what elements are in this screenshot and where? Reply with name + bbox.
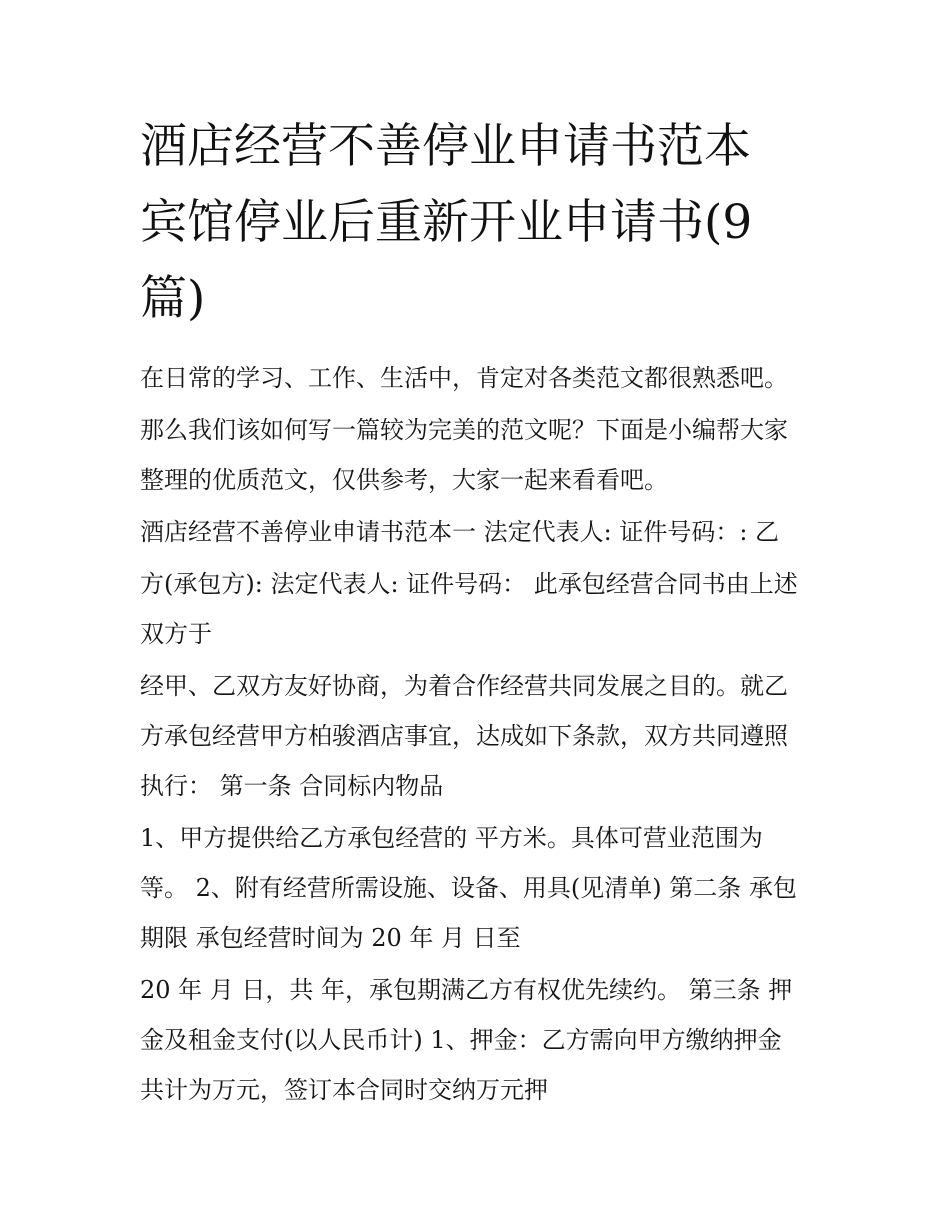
body-line: 金及租金支付(以人民币计) 1、押金：乙方需向甲方缴纳押金 (140, 1026, 782, 1054)
body-line: 期限 承包经营时间为 20 年 月 日至 (140, 924, 521, 952)
body-line: 执行： 第一条 合同标内物品 (140, 772, 444, 800)
body-line: 1、甲方提供给乙方承包经营的 平方米。具体可营业范围为 (140, 824, 763, 852)
body-line: 双方于 (140, 620, 212, 648)
document-title-line-1: 酒店经营不善停业申请书范本 (140, 119, 751, 174)
body-line: 在日常的学习、工作、生活中，肯定对各类范文都很熟悉吧。 (140, 364, 788, 392)
document-title-line-3: 篇) (140, 271, 206, 326)
document-title-line-2: 宾馆停业后重新开业申请书(9 (140, 195, 753, 250)
body-line: 整理的优质范文，仅供参考，大家一起来看看吧。 (140, 466, 668, 494)
body-line: 酒店经营不善停业申请书范本一 法定代表人: 证件号码：: 乙 (140, 518, 780, 546)
body-line: 共计为万元，签订本合同时交纳万元押 (140, 1076, 548, 1104)
body-line: 那么我们该如何写一篇较为完美的范文呢？下面是小编帮大家 (140, 416, 788, 444)
body-line: 20 年 月 日，共 年，承包期满乙方有权优先续约。 第三条 押 (140, 976, 793, 1004)
body-line: 经甲、乙双方友好协商，为着合作经营共同发展之目的。就乙 (140, 672, 788, 700)
body-line: 方(承包方): 法定代表人: 证件号码： 此承包经营合同书由上述 (140, 570, 798, 598)
body-line: 方承包经营甲方柏骏酒店事宜，达成如下条款，双方共同遵照 (140, 722, 788, 750)
body-line: 等。 2、附有经营所需设施、设备、用具(见清单) 第二条 承包 (140, 874, 797, 902)
